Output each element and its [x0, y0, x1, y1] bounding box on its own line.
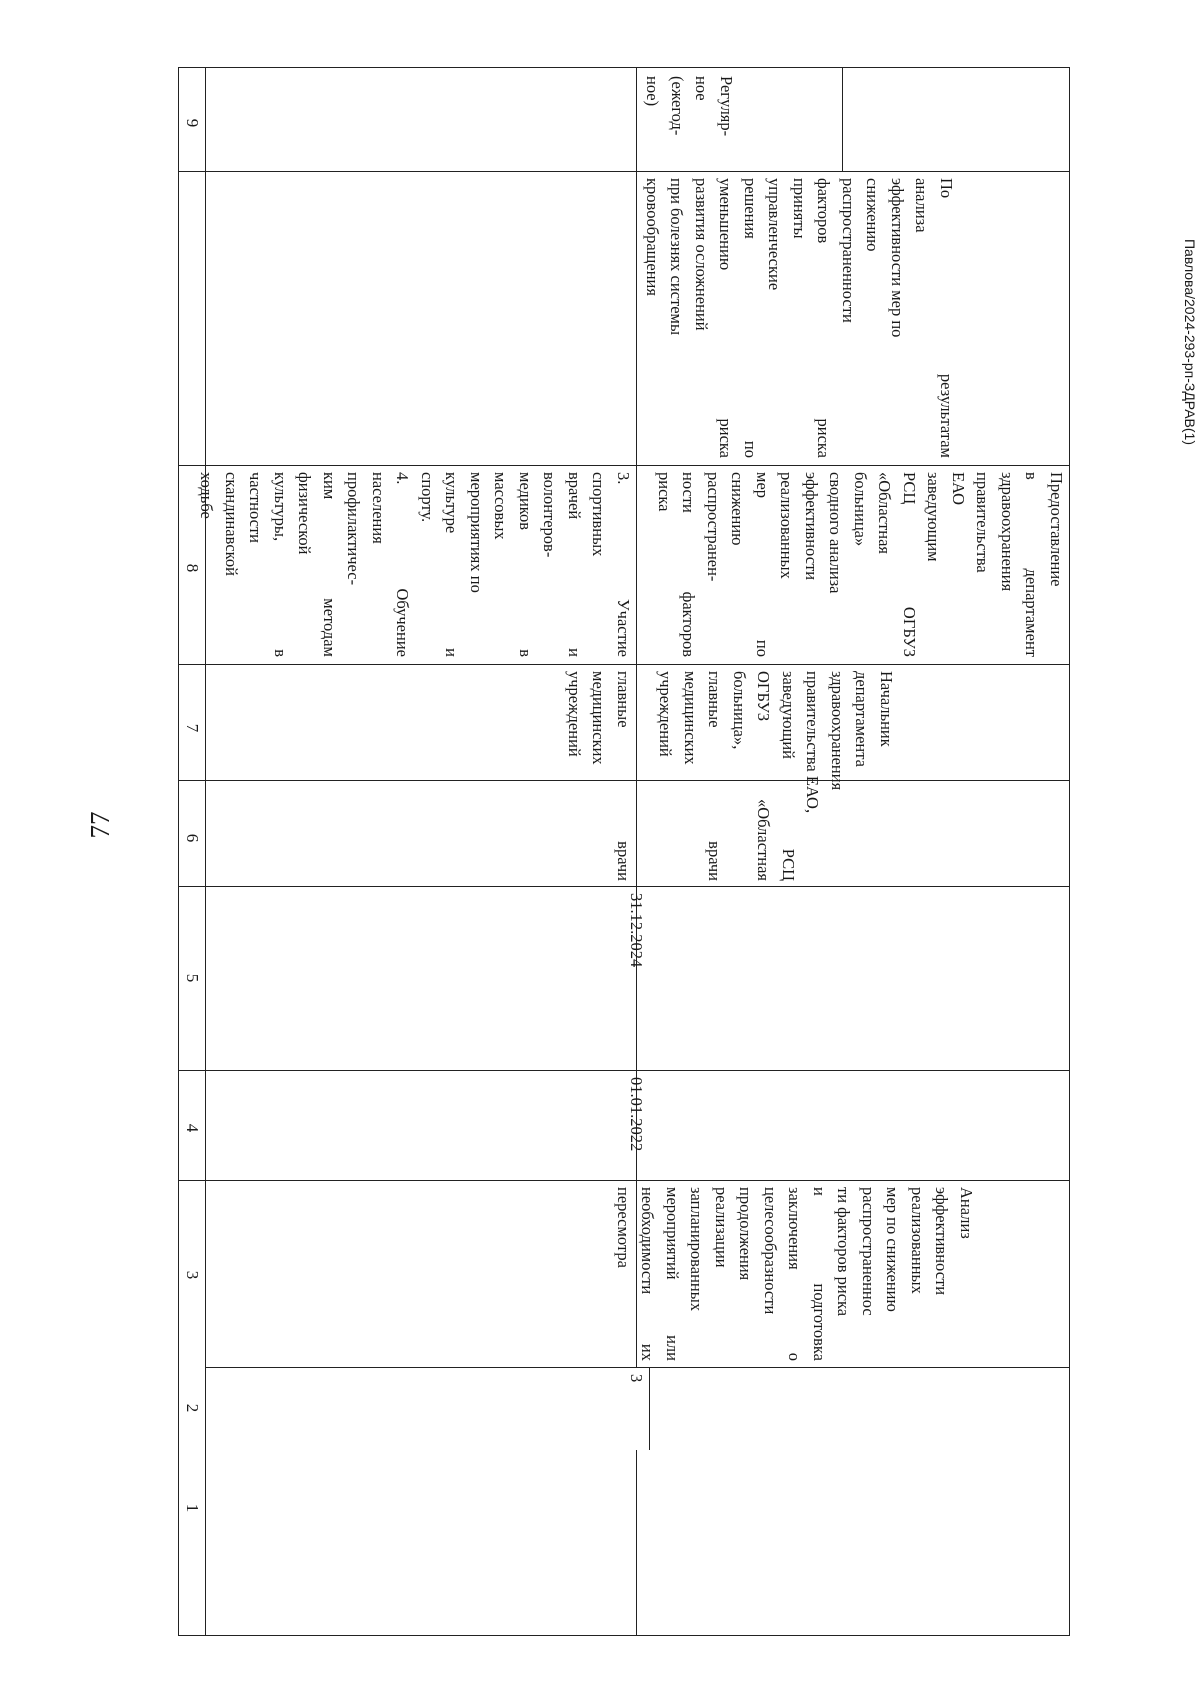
measures-table — [178, 67, 1070, 1636]
text-line: эффективности — [932, 1187, 952, 1296]
end-date: 31.12.2024 — [627, 893, 646, 968]
text-line: здравоохранения — [828, 671, 847, 791]
text-line: мероприятиях по — [467, 472, 486, 593]
text-line: департамента — [852, 671, 872, 767]
header-cell: 5 — [183, 973, 202, 983]
text-line: снижению — [728, 472, 748, 546]
text-line: ное — [692, 76, 712, 101]
text-line: приняты — [790, 178, 809, 239]
text-line: ким методам — [320, 472, 339, 657]
text-line: анализа — [912, 178, 932, 233]
page-number: 77 — [85, 811, 115, 839]
text-line: мер по — [753, 472, 772, 657]
text-line: «Областная — [875, 472, 895, 554]
text-line: правительства — [973, 472, 993, 573]
start-date: 01.01.2022 — [627, 1077, 646, 1152]
text-line: необходимости их — [638, 1187, 658, 1361]
text-line: культуре и — [442, 472, 462, 657]
header-cell: 8 — [183, 563, 202, 573]
text-line: ОГБУЗ «Областная — [754, 671, 774, 881]
text-line: главные врачи — [614, 671, 633, 881]
cell-row3-col5 — [609, 887, 649, 995]
text-line: целесообразности — [761, 1187, 780, 1315]
text-line: распространеннос — [859, 1187, 878, 1316]
text-line: ЕАО — [949, 472, 968, 506]
cell-row3-col3 — [614, 1181, 979, 1367]
text-line: ходьбе — [197, 472, 217, 519]
text-line: учреждений — [656, 671, 676, 757]
cell-cont-col7 — [197, 466, 636, 663]
text-line: культуры, в — [271, 472, 290, 657]
header-cell: 9 — [183, 118, 202, 128]
cell-row3-col6 — [637, 665, 899, 887]
text-line: управленческие — [765, 178, 785, 291]
text-line: реализации — [712, 1187, 731, 1268]
text-line: главные врачи — [705, 671, 725, 881]
text-line: факторов риска — [814, 178, 834, 458]
text-line: распространен- — [704, 472, 723, 582]
text-line: больница», — [730, 671, 749, 750]
col9-separator — [842, 68, 843, 171]
row-number: 3 — [627, 1374, 646, 1383]
text-line: уменьшению риска — [716, 178, 736, 458]
text-line: медицинских — [589, 671, 609, 765]
text-line: Регуляр- — [717, 76, 736, 137]
text-line: заключения о — [785, 1187, 805, 1361]
text-line: реализованных — [908, 1187, 927, 1294]
text-line: заведующий РСЦ — [779, 671, 798, 881]
text-line: профилактичес- — [344, 472, 364, 586]
text-line: правительства ЕАО, — [803, 671, 823, 814]
text-line: эффективности — [802, 472, 821, 581]
text-line: мер по снижению — [883, 1187, 903, 1312]
cell-row3-col7 — [649, 466, 1069, 663]
cell-cont-col6 — [205, 665, 636, 887]
text-line: в департамент — [1022, 472, 1042, 657]
text-line: развития осложнений — [692, 178, 711, 331]
text-line: и подготовка — [810, 1187, 829, 1361]
text-line: спортивных — [589, 472, 609, 557]
text-line: эффективности мер по — [888, 178, 907, 338]
text-line: Начальник — [877, 671, 896, 747]
text-line: медиков в — [516, 472, 535, 657]
text-line: волонтеров- — [540, 472, 560, 558]
text-line: Анализ — [957, 1187, 976, 1239]
header-cell: 1 — [183, 1503, 202, 1513]
cell-row3-col4 — [609, 1071, 649, 1179]
text-line: учреждений — [565, 671, 584, 757]
text-line: ное) — [643, 76, 663, 107]
header-cell: 4 — [183, 1123, 202, 1133]
text-line: частности — [246, 472, 266, 544]
header-cell: 7 — [183, 723, 202, 733]
header-cell: 6 — [183, 833, 202, 843]
text-line: спорту. — [418, 472, 437, 523]
row-separator — [636, 1450, 637, 1635]
text-line: мероприятий или — [663, 1187, 682, 1361]
text-line: запланированных — [687, 1187, 707, 1312]
text-line: По результатам — [937, 178, 956, 458]
text-line: реализованных — [777, 472, 797, 579]
text-line: (ежегод- — [668, 76, 687, 136]
row-separator — [649, 1367, 650, 1450]
text-line: медицинских — [681, 671, 700, 765]
text-line: кровообращения — [643, 178, 662, 296]
text-line: массовых — [491, 472, 511, 540]
text-line: физической — [295, 472, 315, 555]
cell-row3-col9 — [636, 70, 739, 170]
text-line: населения — [369, 472, 388, 544]
text-line: заведующим — [924, 472, 944, 562]
cell-row3-col8 — [636, 172, 959, 464]
text-line: скандинавской — [222, 472, 241, 576]
text-line: при болезнях системы — [667, 178, 687, 336]
text-line: продолжения — [736, 1187, 756, 1281]
text-line: здравоохранения — [998, 472, 1017, 592]
text-line: РСЦ ОГБУЗ — [900, 472, 919, 657]
cell-row3-col2 — [609, 1368, 649, 1448]
text-line: распространенности — [839, 178, 858, 323]
text-line: 3. Участие — [614, 472, 633, 657]
header-cell: 2 — [183, 1403, 202, 1413]
text-line: ти факторов риска — [834, 1187, 854, 1317]
text-line: ности факторов — [679, 472, 699, 657]
header-cell: 3 — [183, 1270, 202, 1280]
text-line: решения по — [741, 178, 760, 458]
footer-reference: Павлова/2024-293-рп-ЗДРАВ(1) — [1182, 238, 1198, 445]
text-line: 4. Обучение — [393, 472, 413, 657]
text-line: снижению — [863, 178, 883, 252]
text-line: Предоставление — [1047, 472, 1066, 587]
text-line: пересмотра — [614, 1187, 633, 1268]
text-line: риска — [655, 472, 674, 512]
text-line: сводного анализа — [826, 472, 846, 594]
text-line: больница» — [851, 472, 870, 547]
text-line: врачей и — [565, 472, 584, 657]
